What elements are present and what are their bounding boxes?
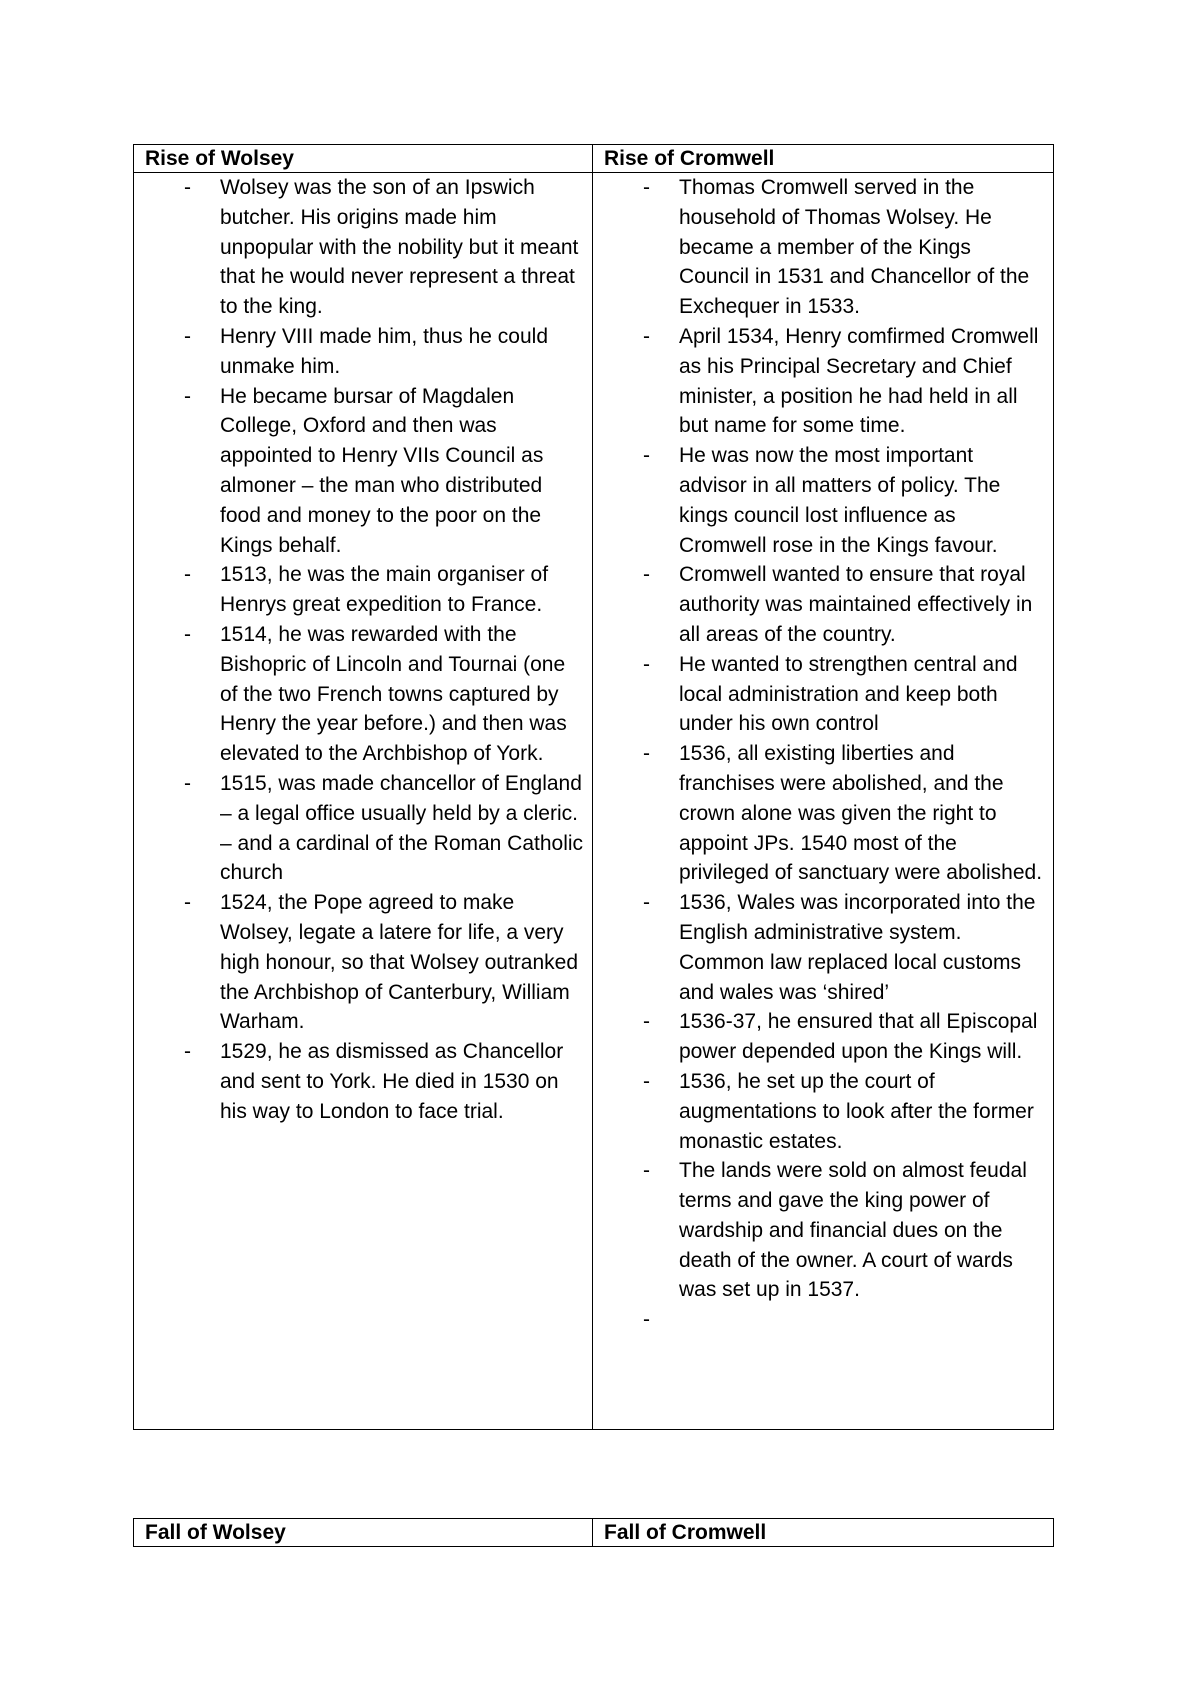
list-item-text: He became bursar of Magdalen College, Oxford and then was appointed to Henry VIIs Council as almoner – the man who distributed food and money to the poor on the Kings behalf.: [220, 384, 544, 557]
list-item-text: 1536, Wales was incorporated into the English administrative system. Common law replaced local customs and wales was ‘shired’: [679, 891, 1036, 1004]
list-item: [134, 769, 584, 888]
bullet-dash: -: [643, 1010, 650, 1034]
wolsey-cell: [134, 173, 593, 1430]
list-item-text: 1529, he as dismissed as Chancellor and sent to York. He died in 1530 on his way to London to face trial.: [220, 1040, 564, 1123]
cromwell-points-list: [593, 173, 1053, 1332]
bullet-dash: -: [184, 324, 191, 348]
list-item: [593, 1067, 1045, 1156]
fall-of-cromwell-heading: Fall of Cromwell: [593, 1519, 1054, 1547]
fall-of-wolsey-heading: Fall of Wolsey: [134, 1519, 593, 1547]
list-item-text: 1524, the Pope agreed to make Wolsey, legate a latere for life, a very high honour, so that Wolsey outranked the Archbishop of Canterbury, William Warham.: [220, 891, 579, 1034]
list-item: [134, 560, 584, 620]
bullet-dash: -: [184, 891, 191, 915]
bullet-dash: -: [643, 742, 650, 766]
list-item: [134, 322, 584, 382]
list-item: [134, 888, 584, 1037]
bullet-dash: -: [643, 1159, 650, 1183]
list-item-text: The lands were sold on almost feudal terms and gave the king power of wardship and financial dues on the death of the owner. A court of wards was set up in 1537.: [679, 1159, 1027, 1302]
list-item-text: Wolsey was the son of an Ipswich butcher. His origins made him unpopular with the nobility but it meant that he would never represent a threat to the king.: [220, 176, 579, 319]
cromwell-cell: [593, 173, 1054, 1430]
list-item: [593, 650, 1045, 739]
list-item: [593, 888, 1045, 1007]
bullet-dash: -: [643, 563, 650, 587]
list-item-text: Cromwell wanted to ensure that royal authority was maintained effectively in all areas of the country.: [679, 563, 1033, 646]
bullet-dash: -: [184, 176, 191, 199]
bullet-dash: -: [643, 891, 650, 915]
bullet-dash: -: [643, 1308, 650, 1332]
fall-table: [133, 1518, 1054, 1547]
rise-of-cromwell-heading: Rise of Cromwell: [593, 145, 1054, 173]
bullet-dash: -: [643, 176, 650, 199]
rise-body-row: [134, 173, 1054, 1430]
list-item-text: Thomas Cromwell served in the household of Thomas Wolsey. He became a member of the Kings Council in 1531 and Chancellor of the Exchequer in 1533.: [679, 176, 1030, 319]
fall-header-row: [134, 1519, 1054, 1547]
bullet-dash: -: [643, 1069, 650, 1093]
bullet-dash: -: [643, 444, 650, 468]
list-item: [593, 739, 1045, 888]
list-item: [134, 382, 584, 561]
list-item-text: 1515, was made chancellor of England – a legal office usually held by a cleric. – and a cardinal of the Roman Catholic church: [220, 771, 584, 885]
list-item-text: April 1534, Henry comfirmed Cromwell as his Principal Secretary and Chief minister, a position he had held in all but name for some time.: [679, 324, 1039, 438]
list-item: [134, 173, 584, 322]
wolsey-points-list: [134, 173, 592, 1127]
bullet-dash: -: [184, 563, 191, 587]
bullet-dash: -: [643, 652, 650, 676]
list-item: [593, 560, 1045, 649]
list-item: [593, 322, 1045, 441]
bullet-dash: -: [184, 1040, 191, 1064]
list-item: [134, 620, 584, 769]
list-item: [134, 1037, 584, 1126]
rise-table: [133, 144, 1054, 1430]
list-item-text: Henry VIII made him, thus he could unmake him.: [220, 324, 548, 378]
rise-header-row: [134, 145, 1054, 173]
list-item: [593, 441, 1045, 560]
bullet-dash: -: [643, 324, 650, 348]
list-item-text: He wanted to strengthen central and local administration and keep both under his own control: [679, 652, 1018, 736]
bullet-dash: -: [184, 771, 191, 795]
list-item-text: He was now the most important advisor in all matters of policy. The kings council lost influence as Cromwell rose in the Kings favour.: [679, 444, 1001, 557]
list-item-text: 1513, he was the main organiser of Henrys great expedition to France.: [220, 563, 549, 617]
list-item: [593, 1156, 1045, 1305]
list-item-text: 1536, he set up the court of augmentations to look after the former monastic estates.: [679, 1069, 1034, 1153]
list-item-text: 1536-37, he ensured that all Episcopal power depended upon the Kings will.: [679, 1010, 1038, 1064]
list-item-text: 1514, he was rewarded with the Bishopric of Lincoln and Tournai (one of the two French towns captured by Henry the year before.) and then was elevated to the Archbishop of York.: [220, 622, 567, 766]
list-item: [593, 1007, 1045, 1067]
rise-of-wolsey-heading: Rise of Wolsey: [134, 145, 593, 173]
list-item-text: 1536, all existing liberties and franchises were abolished, and the crown alone was given the right to appoint JPs. 1540 most of the privileged of sanctuary were abolished.: [679, 742, 1043, 885]
list-item: [593, 173, 1045, 322]
bullet-dash: -: [184, 384, 191, 408]
bullet-dash: -: [184, 622, 191, 646]
